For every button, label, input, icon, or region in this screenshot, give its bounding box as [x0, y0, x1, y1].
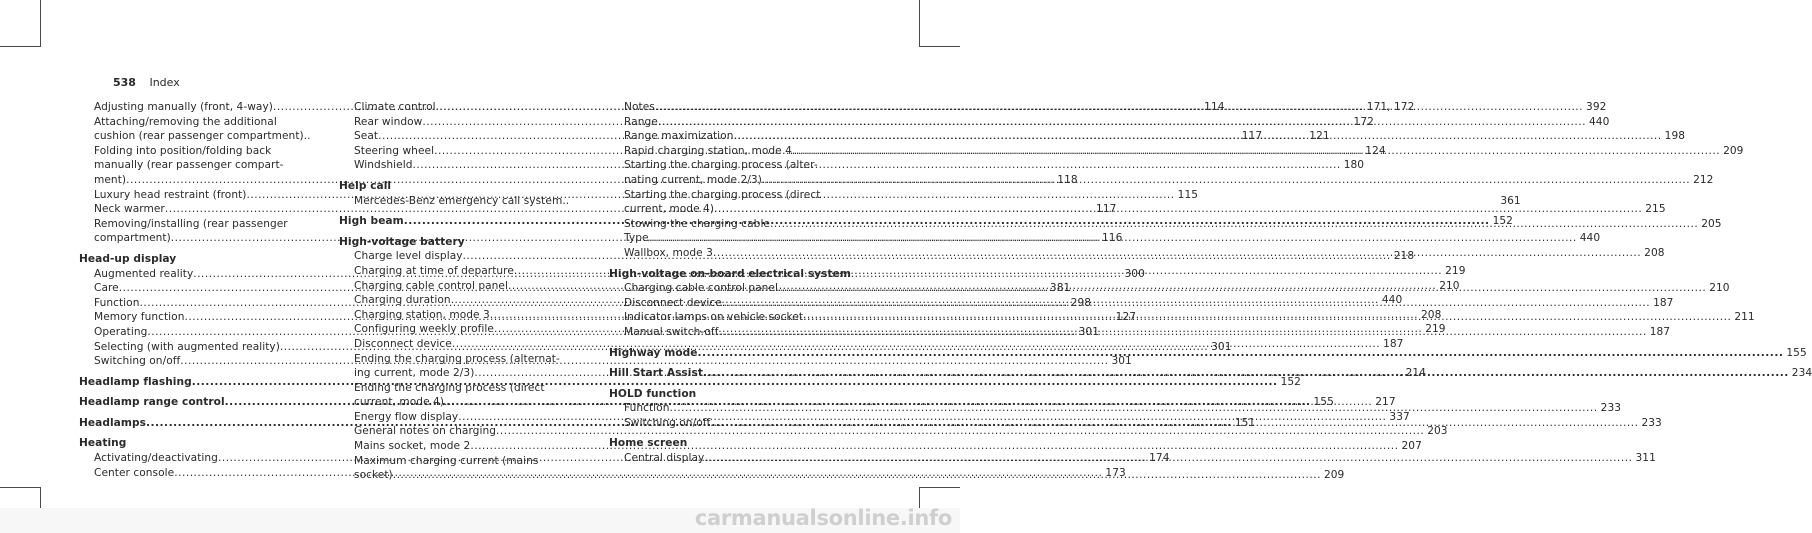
page-reference: 301: [1078, 325, 1099, 338]
page-reference: 151: [1234, 416, 1256, 429]
dot-leader: [649, 231, 1577, 246]
index-entry-continued: Ending the charging process (direct: [354, 381, 545, 394]
page-reference: 214: [1405, 367, 1426, 380]
entry-text: Windshield: [354, 159, 413, 172]
page-reference: 116: [1101, 232, 1123, 245]
page-reference: 300: [1124, 267, 1145, 280]
entry-text: Rear window: [354, 115, 423, 128]
entry-text: Charging at time of departure: [354, 264, 514, 277]
dot-leader: [733, 129, 1661, 144]
page-reference: 208: [1644, 246, 1665, 259]
dot-leader: [719, 325, 1647, 340]
page-reference: 234: [1791, 367, 1812, 380]
entry-text: Steering wheel: [354, 144, 435, 157]
dot-leader: [762, 173, 1690, 188]
entry-text: Augmented reality: [94, 267, 194, 280]
page-reference: 209: [1723, 144, 1744, 157]
entry-text: compartment): [94, 232, 171, 245]
entry-text: Central display: [624, 452, 705, 465]
entry-text: Type: [624, 232, 649, 245]
page-reference: 180: [1343, 159, 1365, 172]
page-reference: 301: [1211, 340, 1232, 353]
page-reference: 392: [1586, 101, 1607, 113]
index-entry-continued: manually (rear passenger compart-: [94, 159, 284, 172]
entry-text: Neck warmer: [94, 203, 165, 216]
entry-text: Disconnect device: [354, 337, 452, 350]
entry-text: Configuring weekly profile: [354, 323, 494, 336]
index-heading: HOLD function: [609, 387, 697, 400]
page-reference: 187: [1649, 325, 1671, 338]
crop-mark: [919, 0, 920, 46]
page-reference: 205: [1701, 217, 1722, 230]
dot-leader: [803, 310, 1731, 325]
entry-text: Energy flow display: [354, 410, 459, 423]
entry-text: Headlamp range control: [79, 396, 225, 409]
page-reference: 203: [1427, 425, 1448, 438]
entry-text: Charge level display: [354, 250, 463, 263]
entry-text: Mercedes-Benz emergency call system..: [354, 194, 570, 207]
entry-text: Operating: [94, 325, 148, 338]
page-reference: 210: [1439, 279, 1460, 292]
entry-text: High beam: [339, 215, 404, 228]
index-heading: High-voltage battery: [339, 235, 465, 248]
page-reference: 210: [1709, 282, 1730, 295]
crop-mark: [919, 487, 960, 488]
index-entry-continued: Maximum charging current (mains: [354, 454, 539, 467]
entry-text: Rapid charging station, mode 4: [624, 144, 792, 157]
entry-text: Headlamp flashing: [79, 375, 192, 388]
entry-text: Disconnect device: [624, 296, 722, 309]
entry-text: General notes on charging: [354, 425, 496, 438]
entry-text: Notes: [624, 101, 655, 113]
page-reference: 121: [1309, 130, 1330, 143]
entry-text: Selecting (with augmented reality): [94, 340, 280, 353]
page-reference: 337: [1389, 410, 1410, 423]
page-reference: 117: [1096, 203, 1117, 216]
page-reference: 381: [1049, 282, 1071, 295]
entry-text: current, mode 4): [354, 396, 445, 409]
page-reference: 440: [1381, 294, 1403, 307]
dot-leader: [714, 202, 1642, 217]
page-reference: 174: [1149, 452, 1170, 465]
index-entry-continued: Attaching/removing the additional: [94, 115, 277, 128]
entry-text: Charging cable control panel: [354, 279, 508, 292]
entry-text: Switching on/off: [94, 355, 181, 368]
dot-leader: [703, 366, 1789, 381]
entry-text: Wallbox, mode 3: [624, 246, 713, 259]
index-heading: Home screen: [609, 437, 688, 450]
index-heading: Heating: [79, 437, 127, 450]
crop-mark: [919, 46, 960, 47]
index-heading: High-voltage on-board electrical system: [609, 267, 851, 280]
entry-text: Care: [94, 282, 119, 295]
page-reference: 117: [1241, 130, 1263, 143]
crop-mark: [40, 0, 41, 46]
entry-text: nating current, mode 2/3): [624, 173, 762, 186]
entry-text: socket): [354, 469, 393, 482]
page-header: [113, 76, 180, 89]
index-entry-continued: Starting the charging process (alter-: [624, 159, 818, 172]
page-reference: 187: [1653, 296, 1674, 309]
entry-text: Activating/deactivating: [94, 452, 218, 465]
entry-text: Mains socket, mode 2: [354, 440, 471, 453]
page-reference: 219: [1445, 264, 1466, 277]
index-entry-continued: Removing/installing (rear passenger: [94, 217, 288, 230]
index-heading: Help call: [339, 179, 392, 192]
dot-leader: [722, 296, 1650, 311]
entry-text: Memory function: [94, 311, 185, 324]
page-reference: 219: [1425, 323, 1446, 336]
dot-leader: [792, 144, 1720, 159]
page-reference: 152: [1280, 375, 1301, 388]
page-reference: 440: [1589, 115, 1610, 128]
page-number: 538: [113, 76, 136, 89]
page-reference: 311: [1635, 452, 1656, 465]
entry-text: cushion (rear passenger compartment)..: [94, 130, 311, 143]
entry-text: Stowing the charging cable: [624, 217, 771, 230]
entry-text: Charging station, mode 3: [354, 308, 490, 321]
entry-text: Hill Start Assist: [609, 367, 703, 380]
page-reference: 114: [1204, 101, 1225, 113]
index-entry-continued: Starting the charging process (direct: [624, 188, 821, 201]
entry-text: ment): [94, 173, 127, 186]
index-entry-continued: Ending the charging process (alternat-: [354, 352, 560, 365]
page-reference: 215: [1645, 203, 1666, 216]
dot-leader: [698, 346, 1784, 361]
entry-text: Manual switch-off: [624, 325, 719, 338]
dot-leader: [658, 115, 1586, 130]
entry-text: Highway mode: [609, 346, 698, 359]
page-reference: 155: [1313, 396, 1334, 409]
page-reference: 298: [1070, 296, 1092, 309]
entry-text: Switching on/off: [624, 416, 711, 429]
crop-mark: [0, 487, 41, 488]
entry-text: Function: [94, 296, 140, 309]
page-reference: 361: [1500, 194, 1521, 207]
page-reference: 172: [1353, 115, 1374, 128]
page-reference: 198: [1664, 130, 1686, 143]
page-reference: 208: [1420, 308, 1442, 321]
page-reference: 207: [1401, 440, 1422, 453]
entry-text: Charging duration: [354, 294, 451, 307]
dot-leader: [778, 281, 1706, 296]
page-reference: 173: [1105, 466, 1126, 479]
entry-text: Seat: [354, 130, 379, 143]
index-entry: [339, 424, 1448, 439]
page-reference: 233: [1600, 402, 1622, 415]
page-reference: 118: [1057, 173, 1078, 186]
page-reference: 127: [1115, 311, 1137, 324]
dot-leader: [710, 416, 1638, 431]
entry-text: Indicator lamps on vehicle socket: [624, 311, 804, 324]
entry-text: Range: [624, 115, 658, 128]
page-reference: 211: [1734, 311, 1755, 324]
page-reference: 217: [1375, 396, 1396, 409]
crop-mark: [0, 46, 41, 47]
page-reference: 187: [1383, 337, 1404, 350]
page-reference: 301: [1111, 355, 1132, 368]
entry-text: Range maximization: [624, 130, 734, 143]
page-reference: 124: [1365, 144, 1386, 157]
page-reference: 209: [1323, 469, 1345, 482]
page-reference: 115: [1177, 188, 1199, 201]
page-reference: 218: [1393, 250, 1415, 263]
section-title: Index: [149, 76, 180, 89]
dot-leader: [704, 451, 1632, 466]
dot-leader: [770, 217, 1698, 232]
page-reference: 212: [1693, 173, 1714, 186]
dot-leader: [393, 468, 1321, 483]
dot-leader: [413, 158, 1341, 173]
index-heading: Head-up display: [79, 252, 177, 265]
entry-text: Climate control: [354, 101, 436, 113]
entry-text: current, mode 4): [624, 203, 715, 216]
dot-leader: [713, 246, 1641, 261]
page-reference: 171, 172: [1366, 101, 1415, 113]
entry-text: Function: [624, 402, 670, 415]
entry-text: Luxury head restraint (front): [94, 188, 247, 201]
watermark: carmanualsonline.info: [694, 506, 952, 530]
entry-text: Headlamps: [79, 416, 146, 429]
dot-leader: [669, 401, 1597, 416]
entry-text: Charging cable control panel: [624, 282, 778, 295]
page-reference: 233: [1641, 416, 1662, 429]
page-reference: 155: [1786, 346, 1807, 359]
page-reference: 152: [1492, 215, 1513, 228]
entry-text: ing current, mode 2/3): [354, 367, 475, 380]
index-entry-continued: Folding into position/folding back: [94, 144, 272, 157]
dot-leader: [655, 100, 1583, 115]
entry-text: Adjusting manually (front, 4-way): [94, 101, 273, 113]
page-reference: 440: [1579, 232, 1601, 245]
entry-text: Center console: [94, 466, 175, 479]
